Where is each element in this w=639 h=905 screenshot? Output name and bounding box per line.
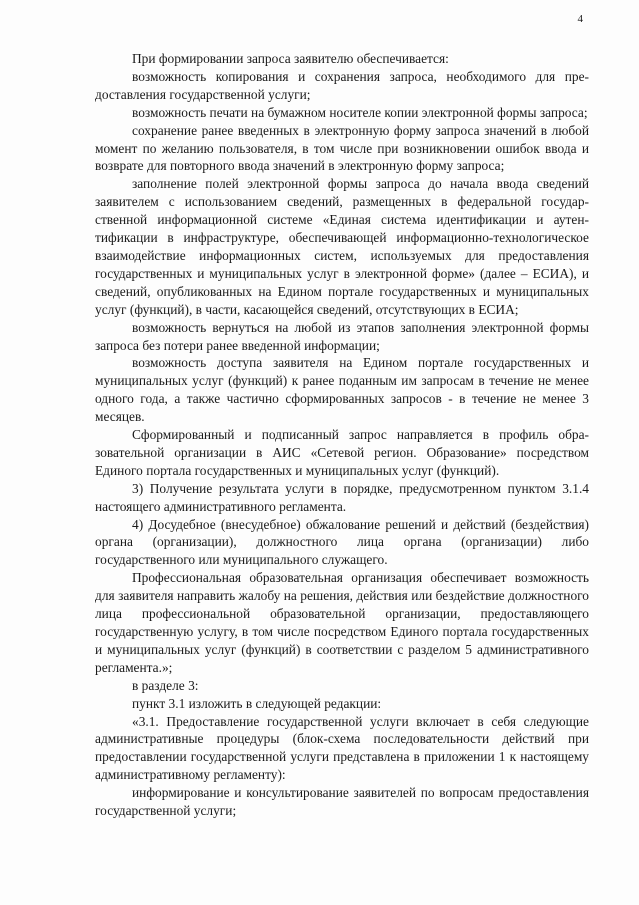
paragraph-prefill-esia: заполнение полей электронной формы запроса до начала ввода сведений заявителем с использованием сведений, размещенных в федеральной государственной информационной системе «Единая система идентификации и аутентификации в инфраструктуре, обеспечивающей информационно-технологическое взаимодействие информационных систем, используемых для предоставления государственных и муниципальных услуг в электронной форме» (далее – ЕСИА), и сведений, опубликованных на Едином портале государственных и муниципальных услуг (функций), в части, касающейся сведений, отсутствующих в ЕСИА; (95, 176, 589, 317)
document-body (95, 50, 589, 820)
paragraph-return-step: возможность вернуться на любой из этапов заполнения электронной формы запроса без потери ранее введенной информации; (95, 319, 589, 353)
paragraph-request-intro: При формировании запроса заявителю обеспечивается: (132, 51, 449, 66)
paragraph-print: возможность печати на бумажном носителе копии электронной формы запроса; (132, 104, 588, 120)
paragraph-save-values: сохранение ранее введенных в электронную форму запроса значений в любой момент по желанию пользователя, в том числе при возникновении ошибок ввода и возврате для повторного ввода значений в электронную форму запроса; (95, 122, 589, 174)
page-number: 4 (577, 13, 583, 25)
paragraph-item-4: 4) Досудебное (внесудебное) обжалование решений и действий (бездействия) органа (организации), должностного лица органа (организации) либо государственного или муниципального служащего. (95, 516, 589, 568)
paragraph-section-3: в разделе 3: (132, 677, 199, 693)
paragraph-submission: Сформированный и подписанный запрос направляется в профиль образовательной организации в АИС «Сетевой регион. Образование» посредством Единого портала государственных и муниципальных услуг (функций). (95, 427, 589, 478)
paragraph-item-3: 3) Получение результата услуги в порядке, предусмотренном пунктом 3.1.4 настоящего административного регламента. (95, 480, 589, 514)
paragraph-copy-save: возможность копирования и сохранения запроса, необходимого для предоставления государственной услуги; (95, 68, 589, 102)
paragraph-clause-3-1-text: «3.1. Предоставление государственной услуги включает в себя следующие административные процедуры (блок-схема последовательности действий при предоставлении государственной услуги представлена в приложении 1 к настоящему административному регламенту): (95, 713, 589, 783)
paragraph-access-requests: возможность доступа заявителя на Едином портале государственных и муниципальных услуг (функций) к ранее поданным им запросам в течение не менее одного года, а также частично сформированных запросов - в течение не менее 3 месяцев. (95, 355, 589, 425)
paragraph-complaint: Профессиональная образовательная организация обеспечивает возможность для заявителя направить жалобу на решения, действия или бездействие должностного лица профессиональной образовательной организации, предоставляющего государственную услугу, в том числе посредством Единого портала государственных и муниципальных услуг (функций) в соответствии с разделом 5 административного регламента.»; (95, 570, 589, 675)
paragraph-informing: информирование и консультирование заявителей по вопросам предоставления государственной услуги; (95, 785, 589, 819)
paragraph-clause-3-1: пункт 3.1 изложить в следующей редакции: (132, 695, 382, 711)
